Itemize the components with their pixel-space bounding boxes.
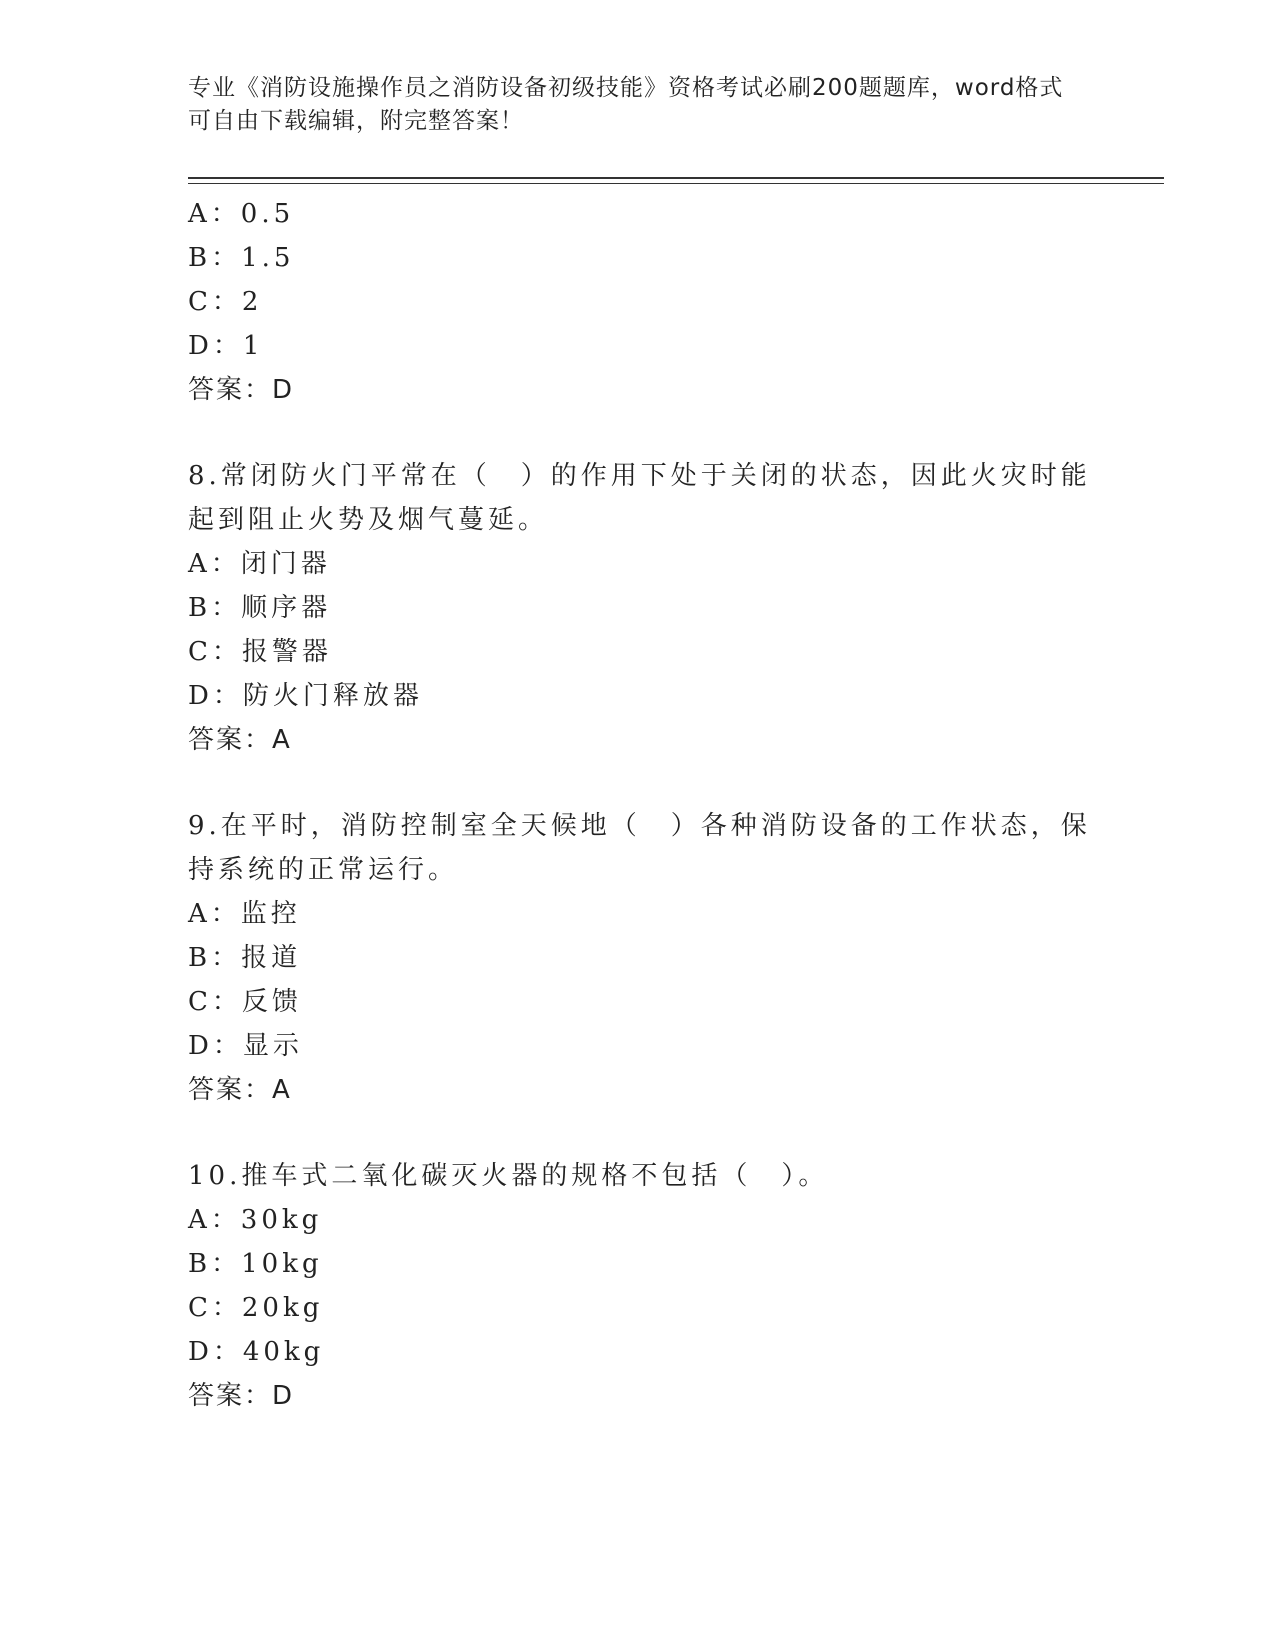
- q7-option-a: A：0.5: [188, 199, 295, 229]
- q8-answer: 答案：A: [188, 725, 292, 755]
- q8-option-d: D：防火门释放器: [188, 681, 423, 711]
- q9-stem-line-2: 持系统的正常运行。: [188, 855, 459, 885]
- q7-option-c: C：2: [188, 287, 263, 317]
- q10-option-d: D：40kg: [188, 1337, 325, 1367]
- q9-option-a: A：监控: [188, 899, 301, 929]
- q10-stem-line-1: 10.推车式二氧化碳灭火器的规格不包括（ ）。: [188, 1161, 829, 1191]
- q7-option-d: D：1: [188, 331, 264, 361]
- q7-answer: 答案：D: [188, 375, 295, 405]
- q10-option-a: A：30kg: [188, 1205, 323, 1235]
- q10-option-c: C：20kg: [188, 1293, 324, 1323]
- q7-option-b: B：1.5: [188, 243, 295, 273]
- q8-option-b: B：顺序器: [188, 593, 332, 623]
- q9-answer: 答案：A: [188, 1075, 292, 1105]
- q10-option-b: B：10kg: [188, 1249, 323, 1279]
- q8-stem-line-1: 8.常闭防火门平常在（ ）的作用下处于关闭的状态，因此火灾时能: [188, 461, 1091, 491]
- q8-option-c: C：报警器: [188, 637, 332, 667]
- q9-option-c: C：反馈: [188, 987, 302, 1017]
- header-divider-thin: [188, 183, 1164, 184]
- q9-option-d: D：显示: [188, 1031, 303, 1061]
- header-divider-thick: [188, 177, 1164, 179]
- q8-option-a: A：闭门器: [188, 549, 331, 579]
- q10-answer: 答案：D: [188, 1381, 295, 1411]
- q8-stem-line-2: 起到阻止火势及烟气蔓延。: [188, 505, 549, 535]
- document-header: 专业《消防设施操作员之消防设备初级技能》资格考试必刷200题题库，word格式可自由下载编辑，附完整答案！: [188, 75, 1064, 134]
- q9-stem-line-1: 9.在平时，消防控制室全天候地（ ）各种消防设备的工作状态，保: [188, 811, 1091, 841]
- q9-option-b: B：报道: [188, 943, 302, 973]
